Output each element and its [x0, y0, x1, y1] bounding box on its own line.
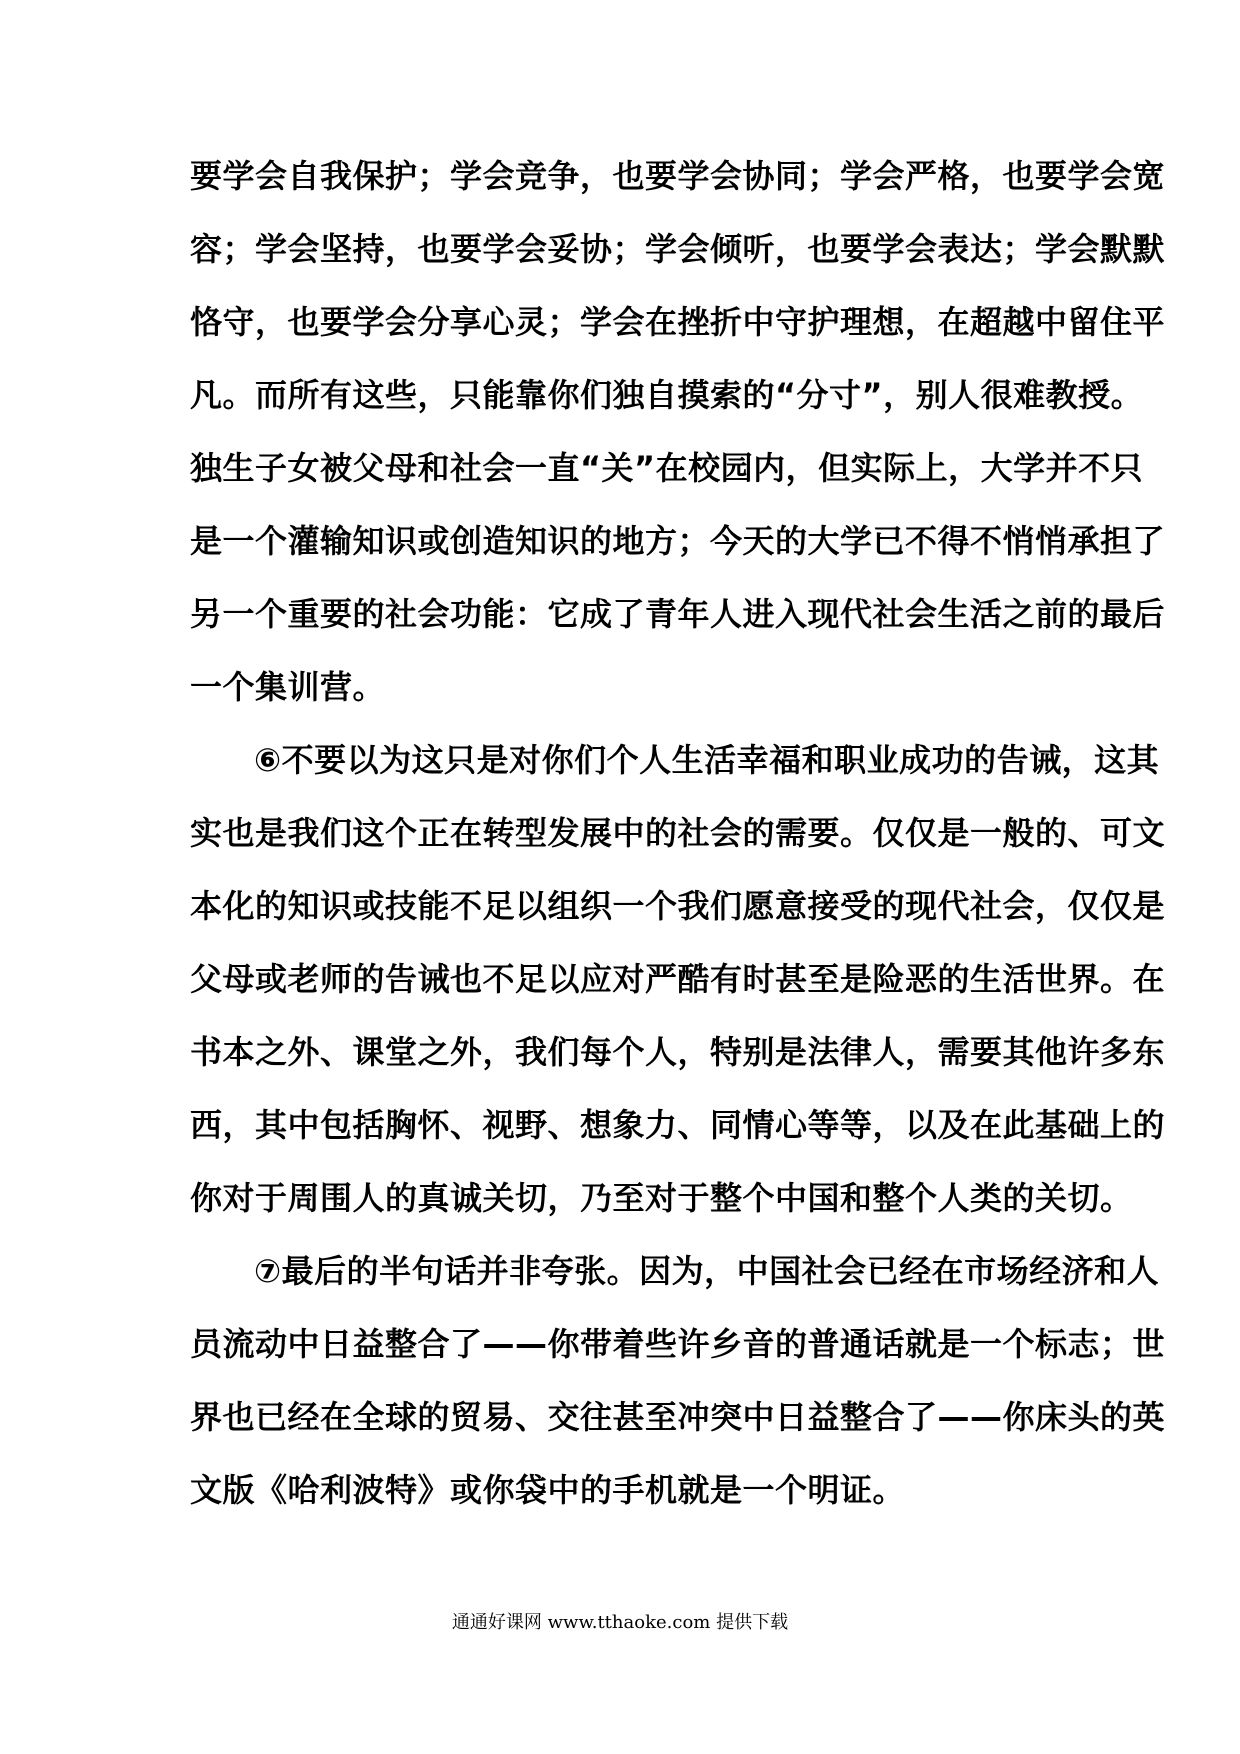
text-line: 界也已经在全球的贸易、交往甚至冲突中日益整合了——你床头的英 — [190, 1398, 1166, 1436]
text-line: 另一个重要的社会功能：它成了青年人进入现代社会生活之前的最后 — [190, 595, 1166, 633]
text-line: 一个集训营。 — [190, 668, 386, 706]
text-line: 是一个灌输知识或创造知识的地方；今天的大学已不得不悄悄承担了 — [190, 522, 1166, 560]
paragraph-6-start: ⑥不要以为这只是对你们个人生活幸福和职业成功的告诫，这其 — [254, 741, 1160, 779]
text-line: 要学会自我保护；学会竞争，也要学会协同；学会严格，也要学会宽 — [190, 157, 1166, 195]
text-line: 独生子女被父母和社会一直“关”在校园内，但实际上，大学并不只 — [190, 449, 1144, 487]
text-line: 书本之外、课堂之外，我们每个人，特别是法律人，需要其他许多东 — [190, 1033, 1166, 1071]
text-line: 凡。而所有这些，只能靠你们独自摸索的“分寸”，别人很难教授。 — [190, 376, 1144, 414]
text-line: 你对于周围人的真诚关切，乃至对于整个中国和整个人类的关切。 — [190, 1179, 1133, 1217]
text-line: 文版《哈利波特》或你袋中的手机就是一个明证。 — [190, 1471, 906, 1509]
text-line: 恪守，也要学会分享心灵；学会在挫折中守护理想，在超越中留住平 — [190, 303, 1166, 341]
text-line: 本化的知识或技能不足以组织一个我们愿意接受的现代社会，仅仅是 — [190, 887, 1166, 925]
text-line: 父母或老师的告诫也不足以应对严酷有时甚至是险恶的生活世界。在 — [190, 960, 1166, 998]
text-line: 实也是我们这个正在转型发展中的社会的需要。仅仅是一般的、可文 — [190, 814, 1166, 852]
text-line: 员流动中日益整合了——你带着些许乡音的普通话就是一个标志；世 — [190, 1325, 1166, 1363]
text-line: 容；学会坚持，也要学会妥协；学会倾听，也要学会表达；学会默默 — [190, 230, 1166, 268]
text-line: 西，其中包括胸怀、视野、想象力、同情心等等，以及在此基础上的 — [190, 1106, 1166, 1144]
body-text — [190, 140, 1166, 1527]
paragraph-7-start: ⑦最后的半句话并非夸张。因为，中国社会已经在市场经济和人 — [254, 1252, 1160, 1290]
footer-watermark-text: 通通好课网 www.tthaoke.com 提供下载 — [451, 1612, 789, 1633]
